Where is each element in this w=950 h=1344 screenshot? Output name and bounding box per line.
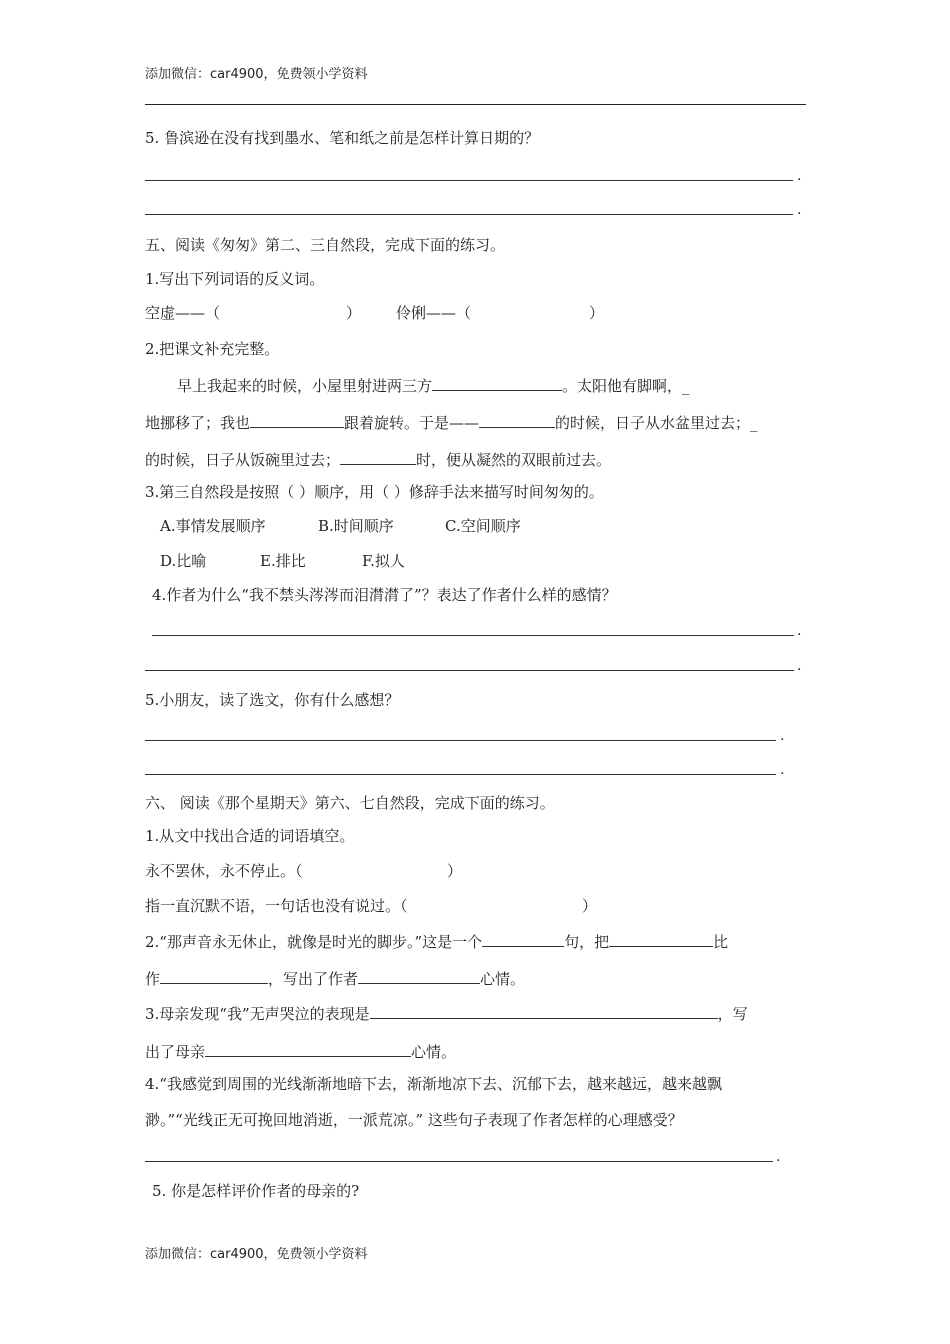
s6-q1-b-close: ） [582, 897, 598, 915]
footer-note: 添加微信：car4900，免费领小学资料 [145, 1247, 368, 1262]
line-end-dot: . [780, 728, 785, 744]
s5-q2-line-2: 地挪移了；我也 跟着旋转。于是—— 的时候，日子从水盆里过去；_ [145, 411, 758, 433]
option-b: B.时间顺序 [318, 517, 394, 535]
s5-question-3: 3.第三自然段是按照（ ）顺序，用（ ）修辞手法来描写时间匆匆的。 [145, 483, 604, 501]
s5-q1-a-close: ） [346, 304, 362, 322]
header-note: 添加微信：car4900，免费领小学资料 [145, 67, 368, 82]
s5-q1-word-a: 空虚——（ [145, 304, 221, 322]
option-d: D.比喻 [160, 552, 207, 570]
option-c: C.空间顺序 [445, 517, 521, 535]
s6-q3-line-1: 3.母亲发现“我”无声哭泣的表现是 ，写 [145, 1002, 748, 1024]
fill-blank[interactable] [482, 930, 564, 947]
line-end-dot: . [797, 168, 802, 184]
answer-line[interactable] [145, 670, 794, 671]
fill-blank[interactable] [358, 967, 480, 984]
line-end-dot: . [780, 762, 785, 778]
answer-line[interactable] [145, 740, 776, 741]
answer-line[interactable] [145, 180, 793, 181]
line-end-dot: . [797, 202, 802, 218]
option-e: E.排比 [260, 552, 306, 570]
header-divider [145, 104, 806, 105]
fill-blank[interactable] [340, 448, 416, 465]
fill-blank[interactable] [609, 930, 713, 947]
s6-q1-item-b: 指一直沉默不语，一句话也没有说过。（ [145, 897, 408, 915]
s6-q1-item-a: 永不罢休，永不停止。（ [145, 862, 303, 880]
fill-blank[interactable] [432, 374, 562, 391]
s5-q2-line-1: 早上我起来的时候，小屋里射进两三方 。太阳他有脚啊，_ [177, 374, 690, 396]
question-4-5: 5. 鲁滨逊在没有找到墨水、笔和纸之前是怎样计算日期的？ [145, 129, 540, 147]
fill-blank[interactable] [205, 1040, 411, 1057]
s6-q3-line-2: 出了母亲 心情。 [145, 1040, 456, 1062]
s5-q2-line-3: 的时候，日子从饭碗里过去； 时，便从凝然的双眼前过去。 [145, 448, 611, 470]
line-end-dot: . [797, 623, 802, 639]
fill-blank[interactable] [160, 967, 268, 984]
option-f: F.拟人 [362, 552, 405, 570]
s5-question-2: 2.把课文补充完整。 [145, 340, 280, 358]
answer-line[interactable] [145, 1161, 773, 1162]
s5-question-4: 4.作者为什么“我不禁头涔涔而泪潸潸了”？表达了作者什么样的感情？ [152, 586, 617, 604]
answer-line[interactable] [152, 635, 794, 636]
s6-q2-line-2: 作 ，写出了作者 心情。 [145, 967, 525, 989]
fill-blank[interactable] [250, 411, 344, 428]
s6-q2-line-1: 2.“那声音永无休止，就像是时光的脚步。”这是一个 句，把 比 [145, 930, 728, 952]
s6-q4-line-1: 4.“我感觉到周围的光线渐渐地暗下去，渐渐地凉下去、沉郁下去，越来越远，越来越飘 [145, 1075, 722, 1093]
line-end-dot: . [797, 658, 802, 674]
s6-question-1: 1.从文中找出合适的词语填空。 [145, 827, 355, 845]
fill-blank[interactable] [370, 1002, 718, 1019]
answer-line[interactable] [145, 214, 793, 215]
s6-q4-line-2: 渺。”“光线正无可挽回地消逝，一派荒凉。” 这些句子表现了作者怎样的心理感受？ [145, 1111, 683, 1129]
section-5-title: 五、阅读《匆匆》第二、三自然段，完成下面的练习。 [145, 236, 506, 254]
s5-q1-word-b: 伶俐——（ [396, 304, 472, 322]
line-end-dot: . [776, 1149, 781, 1165]
s5-question-1: 1.写出下列词语的反义词。 [145, 270, 325, 288]
option-a: A.事情发展顺序 [160, 517, 266, 535]
s5-q1-b-close: ） [589, 304, 605, 322]
s6-q1-a-close: ） [447, 862, 463, 880]
s6-question-5: 5. 你是怎样评价作者的母亲的? [152, 1182, 360, 1200]
s5-question-5: 5.小朋友，读了选文，你有什么感想？ [145, 691, 400, 709]
section-6-title: 六、 阅读《那个星期天》第六、七自然段，完成下面的练习。 [145, 794, 555, 812]
fill-blank[interactable] [479, 411, 555, 428]
answer-line[interactable] [145, 774, 776, 775]
